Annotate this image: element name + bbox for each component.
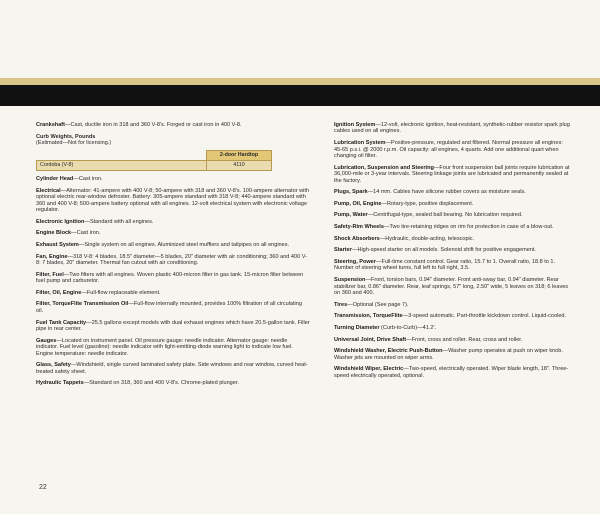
spec-description: —14 mm. Cables have silicone rubber covers as moisture seals. — [367, 189, 526, 196]
weight-cell: 4110 — [207, 160, 272, 170]
spec-entry — [36, 242, 310, 248]
spec-term: Suspension — [334, 277, 366, 284]
spec-description: (Curb-to-Curb)—41.2'. — [379, 324, 437, 331]
header-gold-stripe — [0, 78, 600, 85]
spec-entry — [36, 176, 310, 182]
spec-description: —Positive-pressure, regulated and filtered. Normal pressure all engines: 45-65 p.s.i. @ 2000 r.p.m. Oil capacity: all engines, 4 quarts. Add one additional quart when changing oil filter. — [334, 140, 563, 159]
spec-entry — [334, 212, 570, 218]
spec-entry — [36, 290, 310, 296]
page-number: 22 — [39, 484, 47, 491]
spec-entry — [36, 219, 310, 225]
spec-term: Fuel Tank Capacity — [36, 319, 87, 326]
spec-description: —Full-flow replaceable element. — [81, 289, 161, 296]
curb-weights-title: Curb Weights, Pounds — [36, 133, 96, 140]
spec-term: Filter, TorqueFlite Transmission Oil — [36, 301, 129, 308]
spec-entry — [334, 122, 570, 135]
header-black-band — [0, 85, 600, 106]
spec-term: Filter, Fuel — [36, 271, 64, 278]
spec-entry — [36, 272, 310, 285]
spec-term: Filter, Oil, Engine — [36, 289, 82, 296]
spec-description: —Two-speed, electrically operated. Wiper blade length, 18". Three-speed electrically operated, optional. — [334, 366, 569, 379]
spec-term: Safety-Rim Wheels — [334, 224, 384, 231]
spec-description: —Alternator: 41-ampere with 400 V-8; 50-ampere with 318 and 360 V-8's. 100-ampere alternator with optional electric rear-window defroster. Battery: 305-ampere standard with 318 V-8; 440-ampere standard with 360 and 400 V-8; 500-ampere battery optional with all engines. 12-volt electrical system with electronic voltage regulator. — [36, 187, 310, 214]
spec-term: Glass, Safety — [36, 362, 71, 369]
spec-entry — [334, 313, 570, 319]
spec-term: Shock Absorbers — [334, 235, 380, 242]
spec-entry — [334, 348, 570, 361]
table-header-row — [37, 150, 272, 160]
table-row — [37, 160, 272, 170]
column-header-2-door-hardtop: 2-door Hardtop — [207, 150, 272, 160]
spec-term: Plugs, Spark — [334, 189, 368, 196]
spec-term: Exhaust System — [36, 241, 79, 248]
spec-entry — [36, 254, 310, 267]
spec-description: —Washer pump operates at push on wiper knob. Washer jets are mounted on wiper arms. — [334, 348, 563, 361]
spec-entry — [36, 230, 310, 236]
spec-description: —Windshield, single curved laminated safety plate. Side windows and rear window, curved heat-treated safety sheet. — [36, 362, 308, 375]
spec-entry — [334, 165, 570, 184]
spec-description: —Located on instrument panel. Oil pressure gauge: needle indicator. Alternator gauge: needle indicator. Fuel level (gasoline): needle indicator with light-emitting-diode warning light to indicate low fuel. Engine temperature: needle indicator. — [36, 337, 293, 357]
spec-description: —318 V-8: 4 blades, 18.5" diameter—5 blades, 20" diameter with air conditioning; 360 and 400 V-8: 7 blades, 20" diameter. Thermal fan cutout with air conditioning. — [36, 253, 307, 267]
spec-entry — [334, 277, 570, 296]
spec-description: —Two filters with all engines. Woven plastic 400-micron filter in gas tank. 15-micron filter between fuel pump and carburetor. — [36, 271, 304, 285]
spec-description: —High-speed starter on all models. Solenoid shift for positive engagement. — [351, 247, 536, 254]
spec-description: —25.5 gallons except models with dual exhaust engines which have 20.5-gallon tank. Filler pipe in rear center. — [36, 319, 310, 332]
spec-entry — [334, 259, 570, 272]
spec-entry — [36, 301, 310, 314]
spec-description: —Optional (See page 7). — [347, 301, 409, 308]
spec-description: —Single system on all engines. Aluminized steel mufflers and tailpipes on all engines. — [78, 241, 290, 248]
curb-weights-section — [36, 134, 310, 171]
spec-description: —Cast iron. — [73, 176, 103, 183]
spec-description: —Front, torsion bars, 0.94" diameter. Front anti-sway bar, 0.94" diameter. Rear stabilizer bar, 0.86" diameter. Rear, leaf springs, 57" long, 2.50" wide, 5 leaves on 318; 6 leaves on 360 and 400. — [334, 277, 569, 297]
spec-description: —Standard with all engines. — [84, 218, 154, 225]
spec-term: Windshield Washer, Electric Push-Button — [334, 348, 443, 355]
spec-term: Starter — [334, 247, 352, 254]
spec-entry-crankshaft: Crankshaft—Cast, ductile iron in 318 and 360 V-8's. Forged or cast iron in 400 V-8. — [36, 122, 242, 128]
spec-entry — [36, 338, 310, 357]
spec-term: Tires — [334, 301, 348, 308]
spec-entry — [334, 325, 570, 331]
spec-term: Electronic Ignition — [36, 218, 85, 225]
spec-term: Cylinder Head — [36, 176, 74, 183]
spec-entry — [36, 380, 310, 386]
spec-entry — [334, 140, 570, 159]
spec-entry — [334, 236, 570, 242]
spec-term: Pump, Water — [334, 212, 368, 219]
spec-description: —12-volt, electronic ignition, heat-resistant, synthetic-rubber resistor spark plug cables used on all engines. — [334, 122, 570, 135]
left-spec-list — [36, 176, 310, 387]
spec-term: Transmission, TorqueFlite — [334, 313, 403, 320]
right-spec-list — [334, 122, 570, 379]
curb-weights-table — [36, 150, 272, 171]
spec-term: Hydraulic Tappets — [36, 380, 84, 387]
spec-description: —Front, cross and roller. Rear, cross and roller. — [406, 336, 523, 343]
spec-term: Ignition System — [334, 122, 376, 128]
spec-description: —Hydraulic, double-acting, telescopic. — [379, 235, 475, 242]
spec-entry — [36, 188, 310, 214]
spec-term: Lubrication, Suspension and Steering — [334, 164, 434, 171]
spec-term: Pump, Oil, Engine — [334, 200, 382, 207]
spec-term: Universal Joint, Drive Shaft — [334, 336, 407, 343]
spec-description: —Standard on 318, 360 and 400 V-8's. Chrome-plated plunger. — [83, 380, 239, 387]
spec-description: —Two tire-retaining ridges on rim for protection in case of a blow-out. — [383, 224, 554, 231]
spec-entry — [334, 366, 570, 379]
curb-weights-note: (Estimated—Not for licensing.) — [36, 140, 112, 147]
spec-term: Steering, Power — [334, 259, 376, 266]
spec-term: Lubrication System — [334, 140, 386, 147]
spec-description: —Centrifugal-type, sealed ball bearing. No lubrication required. — [367, 212, 523, 219]
spec-term: Windshield Wiper, Electric — [334, 366, 404, 373]
spec-entry — [36, 362, 310, 375]
spec-term: Turning Diameter — [334, 324, 380, 331]
spec-entry — [334, 189, 570, 195]
spec-entry — [334, 247, 570, 253]
spec-description: —Four front suspension ball joints require lubrication at 36,000-mile or 3-year intervals. Steering linkage joints are lubricated and permanently sealed at the factory. — [334, 164, 570, 184]
spec-entry — [334, 337, 570, 343]
spec-entry — [334, 302, 570, 308]
spec-entry — [334, 224, 570, 230]
spec-term: Electrical — [36, 187, 61, 194]
left-column — [36, 122, 310, 392]
spec-description: —Cast iron. — [71, 230, 101, 237]
spec-term: Fan, Engine — [36, 253, 68, 260]
spec-description: —Full-time constant control. Gear ratio, 15.7 to 1. Overall ratio, 18.8 to 1. Number of steering wheel turns, full left to full right, 3.5. — [334, 259, 556, 272]
spec-term: Engine Block — [36, 230, 72, 237]
spec-entry — [36, 320, 310, 333]
spec-term: Gauges — [36, 337, 57, 344]
model-cell: Cordoba (V-8) — [37, 160, 207, 170]
spec-entry — [334, 201, 570, 207]
right-column — [334, 122, 570, 384]
spec-description: —3-speed automatic. Part-throttle kickdown control. Liquid-cooled. — [402, 313, 567, 320]
spec-description: —Rotary-type, positive displacement. — [381, 200, 474, 207]
spec-description: —Full-flow internally mounted, provides 100% filtration of all circulating oil. — [36, 301, 302, 314]
